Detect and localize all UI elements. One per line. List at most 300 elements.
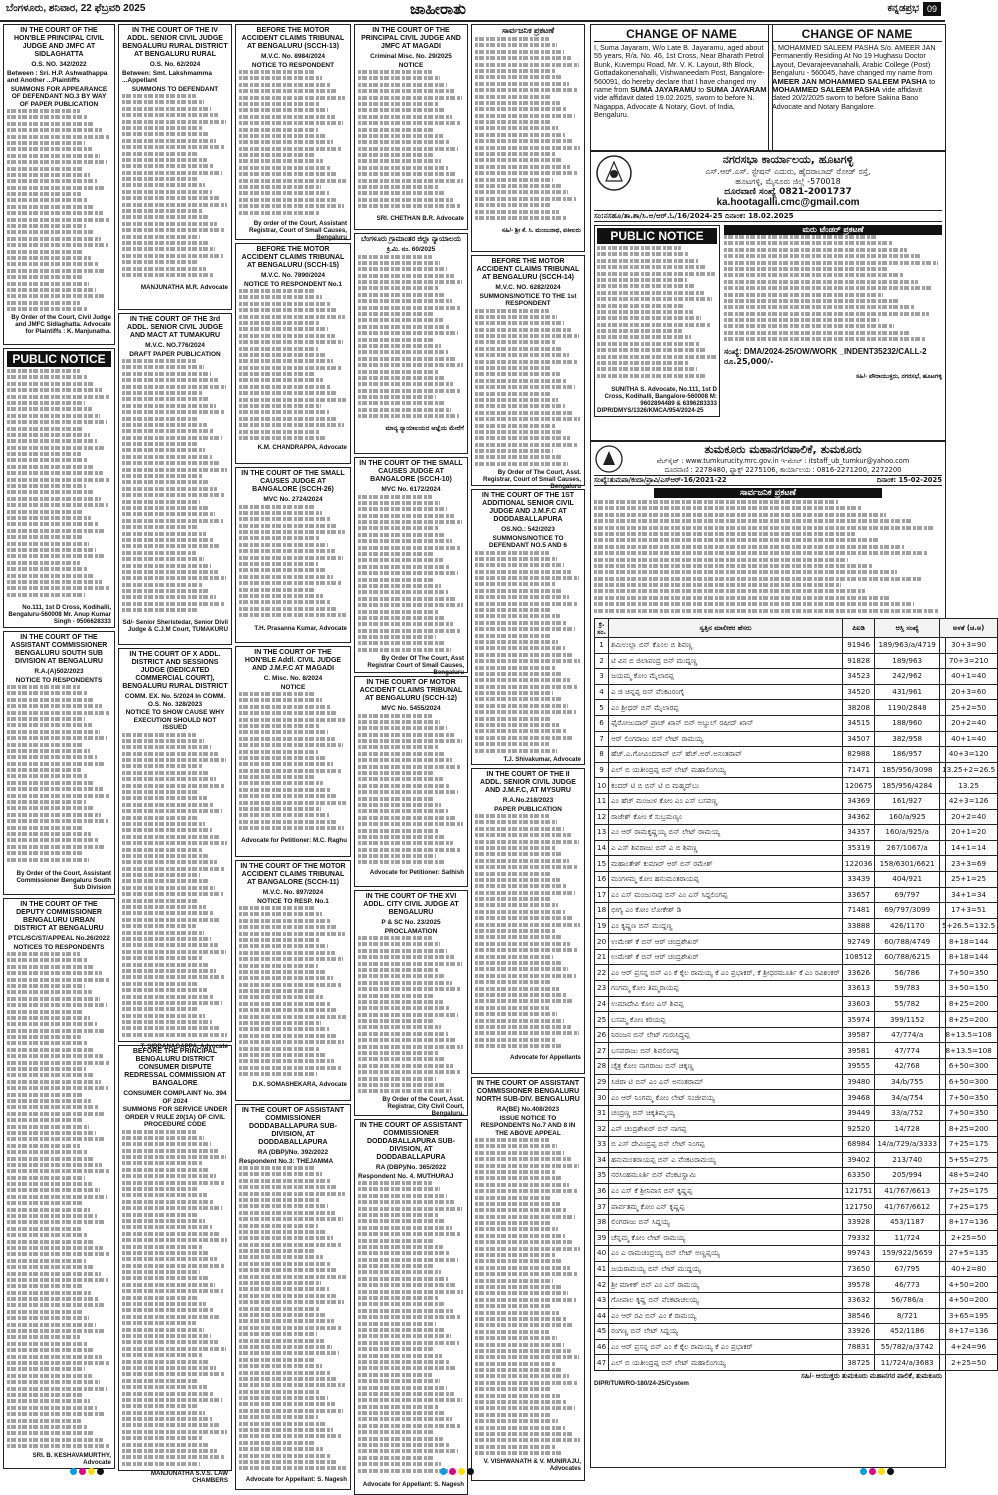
pid: 34520 — [842, 684, 874, 700]
notice-body — [239, 505, 347, 625]
table-row — [595, 638, 998, 654]
tumakuru-notice: ತುಮಕೂರು ಮಹಾನಗರಪಾಲಿಕೆ, ತುಮಕೂರು ವೆಬ್‌ಸೈಟ್ : www.tumkurucity.mrc.gov.in ಇ-ಮೇಲ್ : itstaff_ub_tumkur@yahoo.com ದೂರವಾಣಿ : 2278480, ಫ್ಯಾಕ್ಸ್ 2275106, ಕಾರ್ಯಾಲಯ : 0816-2271200, 2272200 ಸಂಖ್ಯೆ:ತುಮಪಾ/ಕಂದಾ/ಪ್ರಾವಿ/ಎಸ್‌ಆರ್-16/2021-22 ದಿನಾಂಕ: 15-02-2025 ಸಾರ್ವಜನಿಕ ಪ್ರಕಟಣೆ ಕ್ರ. ಸಂ. ಸ್ವತ್ತಿನ ಮಾಲೀಕರ ಹೆಸರು ಪಿಐಡಿ ಆಸ್ತಿ ಸಂಖ್ಯೆ ಅಳತೆ (ಚ.ಅ) 1 ಶಮಿಉಲ್ಲಾ ಬಿನ್ ಕೊಂಲ ಬಿ ಶಿವಣ್ಣ 91946 189/963/a/4719 30+3=90 2 ಟಿ ವಿನ ಬಿ ಜಿಲಾವಂದ್ರ ಬಿನ್ ಮುದ್ದಣ್ಣ 91828 189/963 70+3=210 3 ಜಯಮ್ಮ ಕೋಂ ಮೈಲಾರಪ್ಪ 34523 242/962 40+1=40 4 ಎ ಜಿ ಚಿನ್ನಪ್ಪ ಬಿನ್ ವೆಂಕಟರಂಗೈ 34520 431/961 20+3=60 5 ಎಂ ಶ್ರೀಧರ್ ಬಿನ್ ಮೈಲಾರಪ್ಪ 38208 1190/2848 25+2=50 6 ಫೈರೋಜುದಾರ್ ಪ್ರಾಚ್ ಖಾನ್ ಬಿನ್ ಅಬ್ದುಲ್ ರಷೀದ್ ಖಾನ್ 34515 188/960 20+2=40 7 ಆರ್ ಲಿಂಗರಾಜು ಬಿನ್ ಲೇಟ್ ರಾಮಯ್ಯ 34507 382/958 40+1=40 8 ಹೆಚ್.ಎ.ಗೋವಿಂದರಾವ್ ಬಿನ್ ಹೆಚ್.ಅರ್.ಅನಂತರಾವ್ 82988 186/957 40+3=120 9 ಎಲ್ ಬಿ ಯತೀಂದ್ರಪ್ಪ ಬಿನ್ ಲೇಟ್ ಮಹಾಲಿಂಗಯ್ಯ 71471 185/956/3098 13.25+2=26.5 10 ಕಂದರ್ ಟಿ ಬಿ ಬಿನ್ ಟಿ ಬಿ ಮಹ್ಮದ್‌ಬು 120675 185/956/4284 13.25 11 ಎಂ ಹೆಚ್ ಮಂಜುಳ ಕೋಂ ಎಂ ಎಸ್ ಬಸವಣ್ಣ 34369 161/927 42+3=126 12 ರಾಜೇಶ್ ಕೋಂ ಕೆ ಸುಬ್ರಮಣ್ಯಂ 34362 160/a/925 20+2=40 13 ಎಂ ಆರ್ ರಾಮಕೃಷ್ಣಯ್ಯ ಬಿನ್ ಲೇಟ್ ರಾಮಯ್ಯ 34357 160/a/925/a 20+1=20 14 ಎ ಎಸ್ ಶಿವರಾಜು ಬಿನ್ ಎ ಬಿ ಶಿವಣ್ಣ 35319 267/1067/a 14+1=14 15 ಮಹಾಂತೇಶ್ ಕುಮಾರ್ ಆರ್ ಬಿನ್ ರಮೇಶ್ 122036 158/6301/6621 23+3=69 16 ಮಂಗಳಮ್ಮ ಕೋಂ ಹನುಮಂತರಾಯಪ್ಪ 33439 404/921 25+1=25 17 ಎಂ ಎಸ್ ಮಂಜುನಾಥ ಬಿನ್ ಎಂ ಎಸ್ ಸಿದ್ದಲಿಂಗಪ್ಪ 33657 69/797 34+1=34 18 ಭೀಗ್ಯ ಎಂ ಕೋಂ ಲೋಕೇಶ್ ಡಿ 71481 69/797/3099 17+3=51 19 ಎಂ ಕೃಷ್ಣಣ ಬಿನ್ ಮುದ್ದಣ್ಣ 33888 426/1170 5+26.5=132.5 20 ಉಮೇಶ್ ಕೆ ಬಿನ್ ಆರ್ ಚಂದ್ರಶೇಖರ್ 92749 60/788/4749 8+18=144 21 ಉಮೇಶ್ ಕೆ ಬಿನ್ ಆರ್ ಚಂದ್ರಶೇಖರ್ 108512 60/788/6215 8+18=144 22 ಎಂ ಆರ್ ಪ್ರಸನ್ನ ಬಿನ್ ಎಂ ಕೆ ಕೈಲ ರಾಮಯ್ಯ ಕೆ ಎಂ ಪ್ರಭಾಕರ್, ಕೆ ಶ್ರೀಧರಮೂರ್ತಿ ಕೆ ಎಂ ರವಿಶಂಕರ್ 33626 56/786 7+50=350 23 ಗಂಗಮ್ಮ ಕೋಂ ತಿಮ್ಮರಾಯಪ್ಪ 33613 59/783 3+50=150 24 ಉಮಾದೇವಿ ಕೋಂ ಎಸ್ ಶಿವಪ್ಪ 33603 55/782 8+25=200 25 ಬಸಮ್ಮ ಕೋಂ ಕರಿಯಪ್ಪ 35974 399/1152 8+25=200 26 ನಿರಂಜನ ಬಿನ್ ಲೇಟ್ ಗುರುಸಿದ್ಧಪ್ಪ 39587 47/774/a 8+13.5=108 27 ಬಸವರಾಜು ಬಿನ್ ಶಿವಲಿಂಗಪ್ಪ 39581 47/774 8+13.5=108 28 ಚೈತ್ರ ಕೋಂ ನಾಗರಾಜು ಬಿನ್ ಚಿಕ್ಕಣ್ಣ 39555 42/768 6+50=300 29 ಸಿಜಿರಾ ಟಿ ಬಿನ್ ಎಂ ಎನ್ ಅನಂತರಾಮ್ 39480 34/b/755 6+50=300 30 ಎಂ ಆರ್ ನಿಂಗಮ್ಮ ಕೋಂ ಲೇಟ್ ಸಂಜೀವಯ್ಯ 39468 34/a/754 7+50=350 31 ಚಂದ್ರಣ್ಣ ಬಿನ್ ಚಿಕ್ಕತಿಮ್ಮಯ್ಯ 39449 33/a/752 7+50=350 32 ಎನ್ ಚಂದ್ರಶೇಖರ್ ಬಿನ್ ನಾಗಪ್ಪ 92520 14/728 8+25=200 33 ಬಿ ಎಸ್ ದೇವಿಂದ್ರಪ್ಪ ಬಿನ್ ಲೇಟ್ ನಿಂಗಪ್ಪ 68984 14/a/729/a/3333 7+25=175 34 ಹನುಮಂತರಾಯಪ್ಪ ಬಿನ್ ಎ ವೆಂಕಟರಾಮಯ್ಯ 39402 213/740 5+55=275 35 ನರಸಿಂಹಮೂರ್ತಿ ಬಿನ್ ವೆಂಕಟಸ್ವಾಮಿ 63350 205/994 48+5=240 36 ಎಂ ಎಸ್ ಕೆ ಶ್ರೀನಿವಾಸ ಬಿನ್ ಕೃಷ್ಣಪ್ಪ 121751 41/767/6613 7+25=175 37 ಪಾರ್ವತಮ್ಮ ಕೋಂ ಎನ್ ಕೃಷ್ಣಪ್ಪ 121750 41/767/6612 7+25=175 38 ಲಿಂಗರಾಜು ಬಿನ್ ಸಿದ್ದಯ್ಯ 33928 453/1187 8+17=136 39 ಚೆನ್ನಮ್ಮ ಕೋಂ ಲೇಟ್ ರಾಮಯ್ಯ 79332 11/724 2+25=50 40 ಎಂ ಎ ರಾಮಚಂದ್ರಯ್ಯ ಬಿನ್ ಲೇಟ್ ಅಣ್ಣಪ್ಪಯ್ಯ 99743 159/922/5659 27+5=135 41 ಜಯರಾಮಯ್ಯ ಬಿನ್ ಲೇಟ್ ಮುದ್ದಯ್ಯ 73650 67/795 40+2=80 42 ಶ್ರೀ ಮಾಳಿಕ್ ಬಿನ್ ಎಂ ಎಸ್ ರಾಮಯ್ಯ 39578 46/773 4+50=200 43 ಗೋಪಾಲ ಕೃಷ್ಣ ಬಿನ್ ವೆಂಕಟಾಚಲಯ್ಯ 33632 56/786/a 4+50=200 44 ಎಂ ಆರ್ ರವಿ ಬಿನ್ ಎಂ ಕೆ ರಾಮಯ್ಯ 38546 8/721 3+65=195 45 ರಂಗಣ್ಣ ಬಿನ್ ಲೇಟ್ ಸಿದ್ದಯ್ಯ 33926 452/1186 8+17=136 46 ಎಂ ಆರ್ ಪ್ರಸನ್ನ ಬಿನ್ ಎಂ ಕೆ ಕೈಲ ರಾಮಯ್ಯ ಕೆ ಎಂ ಪ್ರಭಾಕರ್ 78831 55/782/a/3742 4+24=96 47 ಎಲ್ ಬಿ ಯತೀಂದ್ರಪ್ಪ ಬಿನ್ ಲೇಟ್ ಮಹಾಲಿಂಗಯ್ಯ 38725 11/724/a/3683 2+25=50 ಸಹಿ/- ಆಯುಕ್ತರು ತುಮಕೂರು ಮಹಾನಗರ ಪಾಲಿಕೆ, ತುಮಕೂರು DIPR/TUM/RO-180/24-25/Cystem — [590, 440, 946, 1468]
table-row — [595, 918, 998, 934]
owner-name: ಪಾರ್ವತಮ್ಮ ಕೋಂ ಎನ್ ಕೃಷ್ಣಪ್ಪ — [609, 1199, 843, 1215]
property-number: 60/788/6215 — [875, 949, 940, 965]
table-row — [595, 1308, 998, 1324]
pid: 33926 — [842, 1324, 874, 1340]
property-number: 382/958 — [875, 731, 940, 747]
table-row — [595, 1230, 998, 1246]
table-row — [595, 1214, 998, 1230]
property-number: 47/774 — [875, 1043, 940, 1059]
pid: 38725 — [842, 1355, 874, 1371]
owner-name: ಎಂ ಕೃಷ್ಣಣ ಬಿನ್ ಮುದ್ದಣ್ಣ — [609, 918, 843, 934]
table-row — [595, 934, 998, 950]
property-number: 69/797/3099 — [875, 903, 940, 919]
property-number: 158/6301/6621 — [875, 856, 940, 872]
property-number: 399/1152 — [875, 1012, 940, 1028]
owner-name: ಲಿಂಗರಾಜು ಬಿನ್ ಸಿದ್ದಯ್ಯ — [609, 1214, 843, 1230]
notice-body — [122, 1130, 228, 1470]
pid: 82988 — [842, 747, 874, 763]
property-number: 431/961 — [875, 684, 940, 700]
row-number: 21 — [595, 949, 609, 965]
row-number: 41 — [595, 1261, 609, 1277]
measurement: 42+3=126 — [940, 793, 998, 809]
measurement: 25+2=50 — [940, 700, 998, 716]
table-row — [595, 1246, 998, 1262]
pid: 34523 — [842, 669, 874, 685]
pid: 39581 — [842, 1043, 874, 1059]
table-row — [595, 1105, 998, 1121]
property-number: 242/962 — [875, 669, 940, 685]
table-row — [595, 1012, 998, 1028]
row-number: 33 — [595, 1137, 609, 1153]
notice-body — [7, 952, 111, 1452]
owner-name: ಮಂಗಳಮ್ಮ ಕೋಂ ಹನುಮಂತರಾಯಪ್ಪ — [609, 871, 843, 887]
property-number: 34/a/754 — [875, 1090, 940, 1106]
pid: 39587 — [842, 1027, 874, 1043]
property-number: 8/721 — [875, 1308, 940, 1324]
pid: 39578 — [842, 1277, 874, 1293]
pid: 91946 — [842, 638, 874, 654]
property-number: 189/963 — [875, 653, 940, 669]
table-row — [595, 887, 998, 903]
owner-name: ಚೆನ್ನಮ್ಮ ಕೋಂ ಲೇಟ್ ರಾಮಯ್ಯ — [609, 1230, 843, 1246]
property-number: 159/922/5659 — [875, 1246, 940, 1262]
row-number: 32 — [595, 1121, 609, 1137]
property-number: 188/960 — [875, 715, 940, 731]
owner-name: ಎಂ ಆರ್ ನಿಂಗಮ್ಮ ಕೋಂ ಲೇಟ್ ಸಂಜೀವಯ್ಯ — [609, 1090, 843, 1106]
measurement: 13.25 — [940, 778, 998, 794]
property-number: 205/994 — [875, 1168, 940, 1184]
change-of-name-2: CHANGE OF NAME I, MOHAMMED SALEEM PASHA S/o. AMEER JAN Permanently Residing At No 19 Hughasu Doctor Layout, Devarajeevanahalli, Arabic College (Post) Bengaluru - 560045, have changed my name from AMEER JAN MOHAMMED SALEEM PASHA to MOHAMMED SALEEM PASHA vide affidavit dated 20/2/2025 sworn to before Sakina Bano Advocate and Notary Bangalore. — [768, 24, 946, 152]
measurement: 27+5=135 — [940, 1246, 998, 1262]
hootagalli-tender: ನಗರಸಭಾ ಕಾರ್ಯಾಲಯ, ಹೂಟಗಳ್ಳಿ ಎಸ್.ಆರ್.ಎಸ್. ಸ್ಟೇಷನ್ ಎದುರು, ಹೈದರಾಬಾದ್ ರೋಡ್ ರಸ್ತೆ, ಹೂಟಗಳ್ಳಿ, ಮೈಸೂರು ಜಿಲ್ಲೆ -570018 ದೂರವಾಣಿ ಸಂಖ್ಯೆ 0821-2001737 ka.hootagalli.cmc@gmail.com ಸಂ:ನಸಹೂ/ತಾ.ಶಾ/ಸಿ.ಆ/ಆರ್.ಓ/16/2024-25 ದಿನಾಂಕ: 18.02.2025 PUBLIC NOTICE SUNITHA S. Advocate, No.111, 1st D Cross, Kodihalli, Bangalore-560008 M: 9602894489 & 6396283333 DIPR/DMYS/1326/KMCA/954/2024-25 ಮರು ಟೆಂಡರ್ ಪ್ರಕಟಣೆ ಸಂಖ್ಯೆ: DMA/2024-25/OW/WORK _INDENT35232/CALL-2 ರೂ.25,000/- ಸಹಿ/- ಪೌರಾಯುಕ್ತರು, ನಗರಸಭೆ, ಹೂಟಗಳ್ಳಿ — [590, 150, 946, 442]
masthead — [0, 0, 945, 22]
table-row — [595, 1355, 998, 1371]
measurement: 20+3=60 — [940, 684, 998, 700]
owner-name: ಚೈತ್ರ ಕೋಂ ನಾಗರಾಜು ಬಿನ್ ಚಿಕ್ಕಣ್ಣ — [609, 1059, 843, 1075]
measurement: 6+50=300 — [940, 1059, 998, 1075]
table-row — [595, 793, 998, 809]
notice-body — [597, 246, 717, 386]
row-number: 20 — [595, 934, 609, 950]
measurement: 8+25=200 — [940, 1121, 998, 1137]
owner-name: ಮಹಾಂತೇಶ್ ಕುಮಾರ್ ಆರ್ ಬಿನ್ ರಮೇಶ್ — [609, 856, 843, 872]
table-row — [595, 1261, 998, 1277]
notice-body — [239, 70, 347, 220]
row-number: 37 — [595, 1199, 609, 1215]
pid: 73650 — [842, 1261, 874, 1277]
property-number: 41/767/6612 — [875, 1199, 940, 1215]
table-row — [595, 684, 998, 700]
row-number: 5 — [595, 700, 609, 716]
table-row — [595, 1074, 998, 1090]
column-5 — [471, 24, 585, 1472]
notice-scch10: IN THE COURT OF THE SMALL CAUSES JUDGE AT BANGALORE (SCCH-10) MVC No. 6172/2024 By Order Of The Court, Asst Registrar Court of Small Causes, Bengaluru — [354, 457, 468, 673]
property-number: 185/956/3098 — [875, 762, 940, 778]
pid: 39480 — [842, 1074, 874, 1090]
notice-body — [7, 109, 111, 314]
table-row — [595, 1183, 998, 1199]
pid: 34362 — [842, 809, 874, 825]
notice-body — [475, 1138, 581, 1458]
masthead-title: ಜಾಹೀರಾತು — [410, 0, 466, 18]
measurement: 2+25=50 — [940, 1355, 998, 1371]
measurement: 40+1=40 — [940, 669, 998, 685]
owner-name: ಜಯಮ್ಮ ಕೋಂ ಮೈಲಾರಪ್ಪ — [609, 669, 843, 685]
notice-scch26: IN THE COURT OF THE SMALL CAUSES JUDGE AT BANGALORE (SCCH-26) MVC No. 2724/2024 T.H. Prasanna Kumar, Advocate — [235, 467, 351, 643]
owner-name: ಸಿಜಿರಾ ಟಿ ಬಿನ್ ಎಂ ಎನ್ ಅನಂತರಾಮ್ — [609, 1074, 843, 1090]
property-number: 14/728 — [875, 1121, 940, 1137]
pid: 33626 — [842, 965, 874, 981]
pid: 92749 — [842, 934, 874, 950]
table-row — [595, 809, 998, 825]
notice-dc-urban: IN THE COURT OF THE DEPUTY COMMISSIONER BENGALURU URBAN DISTRICT AT BENGALURU PTCL/SC/ST/APPEAL No.26/2022 NOTICES TO RESPONDENTS SRI. B. KESHAVAMURTHY, Advocate — [3, 898, 115, 1469]
row-number: 7 — [595, 731, 609, 747]
notice-body — [239, 289, 347, 444]
table-row — [595, 1059, 998, 1075]
notice-body — [239, 906, 347, 1081]
measurement: 40+1=40 — [940, 731, 998, 747]
table-row — [595, 949, 998, 965]
table-row — [595, 778, 998, 794]
owner-name: ಹನುಮಂತರಾಯಪ್ಪ ಬಿನ್ ಎ ವೆಂಕಟರಾಮಯ್ಯ — [609, 1152, 843, 1168]
measurement: 8+25=200 — [940, 1012, 998, 1028]
pid: 79332 — [842, 1230, 874, 1246]
pid: 35974 — [842, 1012, 874, 1028]
owner-name: ಎಂ ಆರ್ ರಾಮಕೃಷ್ಣಯ್ಯ ಬಿನ್ ಲೇಟ್ ರಾಮಯ್ಯ — [609, 825, 843, 841]
measurement: 70+3=210 — [940, 653, 998, 669]
masthead-date: ಬೆಂಗಳೂರು, ಶನಿವಾರ, 22 ಫೆಬ್ರವರಿ 2025 — [6, 3, 146, 14]
table-row — [595, 1168, 998, 1184]
measurement: 48+5=240 — [940, 1168, 998, 1184]
notice-body — [358, 495, 464, 655]
measurement: 40+3=120 — [940, 747, 998, 763]
table-row — [595, 903, 998, 919]
measurement: 5+55=275 — [940, 1152, 998, 1168]
table-row — [595, 1152, 998, 1168]
notice-body — [358, 70, 464, 215]
notice-scch11: IN THE COURT OF THE MOTOR ACCIDENT CLAIMS TRIBUNAL AT BANGALORE (SCCH-11) M.V.C. No. 897/2024 NOTICE TO RESP. No.1 D.K. SOMASHEKARA, Advocate — [235, 860, 351, 1101]
pid: 121751 — [842, 1183, 874, 1199]
property-table: ಕ್ರ. ಸಂ. ಸ್ವತ್ತಿನ ಮಾಲೀಕರ ಹೆಸರು ಪಿಐಡಿ ಆಸ್ತಿ ಸಂಖ್ಯೆ ಅಳತೆ (ಚ.ಅ) 1 ಶಮಿಉಲ್ಲಾ ಬಿನ್ ಕೊಂಲ ಬಿ ಶಿವಣ್ಣ 91946 189/963/a/4719 30+3=90 2 ಟಿ ವಿನ ಬಿ ಜಿಲಾವಂದ್ರ ಬಿನ್ ಮುದ್ದಣ್ಣ 91828 189/963 70+3=210 3 ಜಯಮ್ಮ ಕೋಂ ಮೈಲಾರಪ್ಪ 34523 242/962 40+1=40 4 ಎ ಜಿ ಚಿನ್ನಪ್ಪ ಬಿನ್ ವೆಂಕಟರಂಗೈ 34520 431/961 20+3=60 5 ಎಂ ಶ್ರೀಧರ್ ಬಿನ್ ಮೈಲಾರಪ್ಪ 38208 1190/2848 25+2=50 6 ಫೈರೋಜುದಾರ್ ಪ್ರಾಚ್ ಖಾನ್ ಬಿನ್ ಅಬ್ದುಲ್ ರಷೀದ್ ಖಾನ್ 34515 188/960 20+2=40 7 ಆರ್ ಲಿಂಗರಾಜು ಬಿನ್ ಲೇಟ್ ರಾಮಯ್ಯ 34507 382/958 40+1=40 8 ಹೆಚ್.ಎ.ಗೋವಿಂದರಾವ್ ಬಿನ್ ಹೆಚ್.ಅರ್.ಅನಂತರಾವ್ 82988 186/957 40+3=120 9 ಎಲ್ ಬಿ ಯತೀಂದ್ರಪ್ಪ ಬಿನ್ ಲೇಟ್ ಮಹಾಲಿಂಗಯ್ಯ 71471 185/956/3098 13.25+2=26.5 10 ಕಂದರ್ ಟಿ ಬಿ ಬಿನ್ ಟಿ ಬಿ ಮಹ್ಮದ್‌ಬು 120675 185/956/4284 13.25 11 ಎಂ ಹೆಚ್ ಮಂಜುಳ ಕೋಂ ಎಂ ಎಸ್ ಬಸವಣ್ಣ 34369 161/927 42+3=126 12 ರಾಜೇಶ್ ಕೋಂ ಕೆ ಸುಬ್ರಮಣ್ಯಂ 34362 160/a/925 20+2=40 13 ಎಂ ಆರ್ ರಾಮಕೃಷ್ಣಯ್ಯ ಬಿನ್ ಲೇಟ್ ರಾಮಯ್ಯ 34357 160/a/925/a 20+1=20 14 ಎ ಎಸ್ ಶಿವರಾಜು ಬಿನ್ ಎ ಬಿ ಶಿವಣ್ಣ 35319 267/1067/a 14+1=14 15 ಮಹಾಂತೇಶ್ ಕುಮಾರ್ ಆರ್ ಬಿನ್ ರಮೇಶ್ 122036 158/6301/6621 23+3=69 16 ಮಂಗಳಮ್ಮ ಕೋಂ ಹನುಮಂತರಾಯಪ್ಪ 33439 404/921 25+1=25 17 ಎಂ ಎಸ್ ಮಂಜುನಾಥ ಬಿನ್ ಎಂ ಎಸ್ ಸಿದ್ದಲಿಂಗಪ್ಪ 33657 69/797 34+1=34 18 ಭೀಗ್ಯ ಎಂ ಕೋಂ ಲೋಕೇಶ್ ಡಿ 71481 69/797/3099 17+3=51 19 ಎಂ ಕೃಷ್ಣಣ ಬಿನ್ ಮುದ್ದಣ್ಣ 33888 426/1170 5+26.5=132.5 20 ಉಮೇಶ್ ಕೆ ಬಿನ್ ಆರ್ ಚಂದ್ರಶೇಖರ್ 92749 60/788/4749 8+18=144 21 ಉಮೇಶ್ ಕೆ ಬಿನ್ ಆರ್ ಚಂದ್ರಶೇಖರ್ 108512 60/788/6215 8+18=144 22 ಎಂ ಆರ್ ಪ್ರಸನ್ನ ಬಿನ್ ಎಂ ಕೆ ಕೈಲ ರಾಮಯ್ಯ ಕೆ ಎಂ ಪ್ರಭಾಕರ್, ಕೆ ಶ್ರೀಧರಮೂರ್ತಿ ಕೆ ಎಂ ರವಿಶಂಕರ್ 33626 56/786 7+50=350 23 ಗಂಗಮ್ಮ ಕೋಂ ತಿಮ್ಮರಾಯಪ್ಪ 33613 59/783 3+50=150 24 ಉಮಾದೇವಿ ಕೋಂ ಎಸ್ ಶಿವಪ್ಪ 33603 55/782 8+25=200 25 ಬಸಮ್ಮ ಕೋಂ ಕರಿಯಪ್ಪ 35974 399/1152 8+25=200 26 ನಿರಂಜನ ಬಿನ್ ಲೇಟ್ ಗುರುಸಿದ್ಧಪ್ಪ 39587 47/774/a 8+13.5=108 27 ಬಸವರಾಜು ಬಿನ್ ಶಿವಲಿಂಗಪ್ಪ 39581 47/774 8+13.5=108 28 ಚೈತ್ರ ಕೋಂ ನಾಗರಾಜು ಬಿನ್ ಚಿಕ್ಕಣ್ಣ 39555 42/768 6+50=300 29 ಸಿಜಿರಾ ಟಿ ಬಿನ್ ಎಂ ಎನ್ ಅನಂತರಾಮ್ 39480 34/b/755 6+50=300 30 ಎಂ ಆರ್ ನಿಂಗಮ್ಮ ಕೋಂ ಲೇಟ್ ಸಂಜೀವಯ್ಯ 39468 34/a/754 7+50=350 31 ಚಂದ್ರಣ್ಣ ಬಿನ್ ಚಿಕ್ಕತಿಮ್ಮಯ್ಯ 39449 33/a/752 7+50=350 32 ಎನ್ ಚಂದ್ರಶೇಖರ್ ಬಿನ್ ನಾಗಪ್ಪ 92520 14/728 8+25=200 33 ಬಿ ಎಸ್ ದೇವಿಂದ್ರಪ್ಪ ಬಿನ್ ಲೇಟ್ ನಿಂಗಪ್ಪ 68984 14/a/729/a/3333 7+25=175 34 ಹನುಮಂತರಾಯಪ್ಪ ಬಿನ್ ಎ ವೆಂಕಟರಾಮಯ್ಯ 39402 213/740 5+55=275 35 ನರಸಿಂಹಮೂರ್ತಿ ಬಿನ್ ವೆಂಕಟಸ್ವಾಮಿ 63350 205/994 48+5=240 36 ಎಂ ಎಸ್ ಕೆ ಶ್ರೀನಿವಾಸ ಬಿನ್ ಕೃಷ್ಣಪ್ಪ 121751 41/767/6613 7+25=175 37 ಪಾರ್ವತಮ್ಮ ಕೋಂ ಎನ್ ಕೃಷ್ಣಪ್ಪ 121750 41/767/6612 7+25=175 38 ಲಿಂಗರಾಜು ಬಿನ್ ಸಿದ್ದಯ್ಯ 33928 453/1187 8+17=136 39 ಚೆನ್ನಮ್ಮ ಕೋಂ ಲೇಟ್ ರಾಮಯ್ಯ 79332 11/724 2+25=50 40 ಎಂ ಎ ರಾಮಚಂದ್ರಯ್ಯ ಬಿನ್ ಲೇಟ್ ಅಣ್ಣಪ್ಪಯ್ಯ 99743 159/922/5659 27+5=135 41 ಜಯರಾಮಯ್ಯ ಬಿನ್ ಲೇಟ್ ಮುದ್ದಯ್ಯ 73650 67/795 40+2=80 42 ಶ್ರೀ ಮಾಳಿಕ್ ಬಿನ್ ಎಂ ಎಸ್ ರಾಮಯ್ಯ 39578 46/773 4+50=200 43 ಗೋಪಾಲ ಕೃಷ್ಣ ಬಿನ್ ವೆಂಕಟಾಚಲಯ್ಯ 33632 56/786/a 4+50=200 44 ಎಂ ಆರ್ ರವಿ ಬಿನ್ ಎಂ ಕೆ ರಾಮಯ್ಯ 38546 8/721 3+65=195 45 ರಂಗಣ್ಣ ಬಿನ್ ಲೇಟ್ ಸಿದ್ದಯ್ಯ 33926 452/1186 8+17=136 46 ಎಂ ಆರ್ ಪ್ರಸನ್ನ ಬಿನ್ ಎಂ ಕೆ ಕೈಲ ರಾಮಯ್ಯ ಕೆ ಎಂ ಪ್ರಭಾಕರ್ 78831 55/782/a/3742 4+24=96 47 ಎಲ್ ಬಿ ಯತೀಂದ್ರಪ್ಪ ಬಿನ್ ಲೇಟ್ ಮಹಾಲಿಂಗಯ್ಯ 38725 11/724/a/3683 2+25=50 — [594, 618, 998, 1371]
table-row — [595, 715, 998, 731]
owner-name: ಎ ಎಸ್ ಶಿವರಾಜು ಬಿನ್ ಎ ಬಿ ಶಿವಣ್ಣ — [609, 840, 843, 856]
pid: 34357 — [842, 825, 874, 841]
property-number: 161/927 — [875, 793, 940, 809]
row-number: 29 — [595, 1074, 609, 1090]
table-row — [595, 747, 998, 763]
notice-body — [475, 309, 581, 469]
measurement: 8+18=144 — [940, 934, 998, 950]
table-row — [595, 871, 998, 887]
notice-ac-south: IN THE COURT OF THE ASSISTANT COMMISSIONER BENGALURU SOUTH SUB DIVISION AT BENGALURU R.A.(A)502/2023 NOTICE TO RESPONDENTS By Order of the Court, Assistant Commissioner Bengaluru South Sub Division — [3, 631, 115, 895]
emblem-icon — [594, 153, 634, 193]
owner-name: ಎ ಜಿ ಚಿನ್ನಪ್ಪ ಬಿನ್ ವೆಂಕಟರಂಗೈ — [609, 684, 843, 700]
row-number: 40 — [595, 1246, 609, 1262]
measurement: 17+3=51 — [940, 903, 998, 919]
owner-name: ಭೀಗ್ಯ ಎಂ ಕೋಂ ಲೋಕೇಶ್ ಡಿ — [609, 903, 843, 919]
table-row — [595, 1339, 998, 1355]
measurement: 4+50=200 — [940, 1292, 998, 1308]
pid: 78831 — [842, 1339, 874, 1355]
table-row — [595, 1121, 998, 1137]
table-row — [595, 1027, 998, 1043]
pid: 99743 — [842, 1246, 874, 1262]
property-number: 55/782/a/3742 — [875, 1339, 940, 1355]
notice-ac-north: IN THE COURT OF ASSISTANT COMMISSIONER BENGALURU NORTH SUB-DIV. BENGALURU RA(BE) No.408/2023 ISSUE NOTICE TO RESPONDENTS No.7 AND 8 IN THE ABOVE APPEAL V. VISHWANATH & V. MUNIRAJU, Advocates — [471, 1077, 585, 1481]
table-row — [595, 731, 998, 747]
measurement: 7+25=175 — [940, 1137, 998, 1153]
row-number: 24 — [595, 996, 609, 1012]
measurement: 30+3=90 — [940, 638, 998, 654]
notice-ac-doddaballapura-1: IN THE COURT OF ASSISTANT COMMISSIONER DODDABALLAPURA SUB-DIVISION, AT DODDABALLAPURA RA (DBP)/No. 392/2022 Respondent No.3: THEJAMMA Advocate for Appellant: S. Nagesh — [235, 1104, 351, 1490]
public-notice-2: PUBLIC NOTICE SUNITHA S. Advocate, No.111, 1st D Cross, Kodihalli, Bangalore-560008 M: 9602894489 & 6396283333 DIPR/DMYS/1326/KMCA/954/2024-25 — [594, 225, 720, 417]
row-number: 39 — [595, 1230, 609, 1246]
pid: 33888 — [842, 918, 874, 934]
property-number: 41/767/6613 — [875, 1183, 940, 1199]
table-row — [595, 856, 998, 872]
notice-tumakuru-mact: IN THE COURT OF THE 3rd ADDL. SENIOR CIVIL JUDGE AND MACT AT TUMAKURU M.V.C. NO.776/2024 DRAFT PAPER PUBLICATION Sd/- Senior Sheristedar, Senior Divil Judge & C.J.M Court, TUMAKURU — [118, 313, 232, 645]
pid: 63350 — [842, 1168, 874, 1184]
pid: 122036 — [842, 856, 874, 872]
pid: 34507 — [842, 731, 874, 747]
owner-name: ರಾಜೇಶ್ ಕೋಂ ಕೆ ಸುಬ್ರಮಣ್ಯಂ — [609, 809, 843, 825]
notice-scch14: BEFORE THE MOTOR ACCIDENT CLAIMS TRIBUNAL AT BENGALURU (SCCH-14) M.V.C. NO. 6282/2024 SUMMONS/NOTICE TO THE 1st RESPONDENT By Order of The Court, Asst. Registrar, Court of Small Causes, Bengaluru — [471, 255, 585, 486]
measurement: 8+25=200 — [940, 996, 998, 1012]
row-number: 14 — [595, 840, 609, 856]
pid: 35319 — [842, 840, 874, 856]
row-number: 30 — [595, 1090, 609, 1106]
owner-name: ರಂಗಣ್ಣ ಬಿನ್ ಲೇಟ್ ಸಿದ್ದಯ್ಯ — [609, 1324, 843, 1340]
measurement: 7+50=350 — [940, 965, 998, 981]
pid: 71471 — [842, 762, 874, 778]
measurement: 8+18=144 — [940, 949, 998, 965]
row-number: 6 — [595, 715, 609, 731]
measurement: 8+13.5=108 — [940, 1043, 998, 1059]
measurement: 20+2=40 — [940, 809, 998, 825]
registration-marks — [70, 1467, 106, 1478]
row-number: 43 — [595, 1292, 609, 1308]
measurement: 20+1=20 — [940, 825, 998, 841]
property-number: 213/740 — [875, 1152, 940, 1168]
row-number: 1 — [595, 638, 609, 654]
owner-name: ಎನ್ ಚಂದ್ರಶೇಖರ್ ಬಿನ್ ನಾಗಪ್ಪ — [609, 1121, 843, 1137]
column-2 — [118, 24, 232, 1484]
property-number: 59/783 — [875, 981, 940, 997]
property-number: 185/956/4284 — [875, 778, 940, 794]
owner-name: ಬಸವರಾಜು ಬಿನ್ ಶಿವಲಿಂಗಪ್ಪ — [609, 1043, 843, 1059]
table-row — [595, 653, 998, 669]
property-number: 186/957 — [875, 747, 940, 763]
property-number: 56/786/a — [875, 1292, 940, 1308]
owner-name: ಬಸಮ್ಮ ಕೋಂ ಕರಿಯಪ್ಪ — [609, 1012, 843, 1028]
measurement: 3+50=150 — [940, 981, 998, 997]
row-number: 31 — [595, 1105, 609, 1121]
owner-name: ಗೋಪಾಲ ಕೃಷ್ಣ ಬಿನ್ ವೆಂಕಟಾಚಲಯ್ಯ — [609, 1292, 843, 1308]
property-number: 1190/2848 — [875, 700, 940, 716]
measurement: 6+50=300 — [940, 1074, 998, 1090]
pid: 33928 — [842, 1214, 874, 1230]
pid: 92520 — [842, 1121, 874, 1137]
owner-name: ಕಂದರ್ ಟಿ ಬಿ ಬಿನ್ ಟಿ ಬಿ ಮಹ್ಮದ್‌ಬು — [609, 778, 843, 794]
notice-kannada-court: ಬೆಂಗಳೂರು ಗ್ರಾಮಾಂತರ ಜಿಲ್ಲಾ ನ್ಯಾಯಾಲಯ ಕ್ರಿ.ಮಿ. ನಂ. 60/2025 ಮಾನ್ಯ ನ್ಯಾಯಾಲಯದ ಆಜ್ಞೆಯ ಮೇರೆಗೆ — [354, 233, 468, 454]
notice-body — [358, 255, 464, 425]
table-row — [595, 981, 998, 997]
column-4 — [354, 24, 468, 1488]
owner-name: ಶಮಿಉಲ್ಲಾ ಬಿನ್ ಕೊಂಲ ಬಿ ಶಿವಣ್ಣ — [609, 638, 843, 654]
pid: 33632 — [842, 1292, 874, 1308]
property-number: 404/921 — [875, 871, 940, 887]
measurement: 25+1=25 — [940, 871, 998, 887]
row-number: 4 — [595, 684, 609, 700]
row-number: 8 — [595, 747, 609, 763]
row-number: 18 — [595, 903, 609, 919]
row-number: 28 — [595, 1059, 609, 1075]
notice-body — [724, 235, 942, 347]
pid: 91828 — [842, 653, 874, 669]
notice-magadi-civil: IN THE COURT OF THE HON'BLE Addl. CIVIL JUDGE AND J.M.F.C AT MAGADI C. Misc. No. 8/2024 NOTICE Advocate for Petitioner: M.C. Raghu — [235, 646, 351, 857]
owner-name: ನರಸಿಂಹಮೂರ್ತಿ ಬಿನ್ ವೆಂಕಟಸ್ವಾಮಿ — [609, 1168, 843, 1184]
row-number: 15 — [595, 856, 609, 872]
column-3 — [235, 24, 351, 1483]
row-number: 44 — [595, 1308, 609, 1324]
pid: 39555 — [842, 1059, 874, 1075]
property-number: 267/1067/a — [875, 840, 940, 856]
notice-body — [358, 1181, 464, 1481]
notice-body — [594, 500, 942, 618]
notice-magadi-criminal: IN THE COURT OF THE PRINCIPAL CIVIL JUDGE AND JMFC AT MAGADI Criminal Misc. No. 29/2025 NOTICE SRI. CHETHAN B.R. Advocate — [354, 24, 468, 230]
property-number: 189/963/a/4719 — [875, 638, 940, 654]
owner-name: ಟಿ ವಿನ ಬಿ ಜಿಲಾವಂದ್ರ ಬಿನ್ ಮುದ್ದಣ್ಣ — [609, 653, 843, 669]
row-number: 34 — [595, 1152, 609, 1168]
owner-name: ಉಮೇಶ್ ಕೆ ಬಿನ್ ಆರ್ ಚಂದ್ರಶೇಖರ್ — [609, 934, 843, 950]
measurement: 2+25=50 — [940, 1230, 998, 1246]
measurement: 13.25+2=26.5 — [940, 762, 998, 778]
notice-body — [239, 692, 347, 837]
row-number: 42 — [595, 1277, 609, 1293]
notice-body — [475, 37, 581, 227]
property-number: 56/786 — [875, 965, 940, 981]
notice-body — [358, 714, 464, 869]
table-row — [595, 965, 998, 981]
notice-body — [7, 369, 111, 604]
notice-body — [239, 1166, 347, 1476]
property-number: 11/724/a/3683 — [875, 1355, 940, 1371]
owner-name: ಫೈರೋಜುದಾರ್ ಪ್ರಾಚ್ ಖಾನ್ ಬಿನ್ ಅಬ್ದುಲ್ ರಷೀದ್ ಖಾನ್ — [609, 715, 843, 731]
notice-body — [122, 94, 228, 284]
notice-sidlaghatta: IN THE COURT OF THE HON'BLE PRINCIPAL CIVIL JUDGE AND JMFC AT SIDLAGHATTA O.S. NO. 342/2022 Between : Sri. H.P. Ashwathappa and Another ...Plaintiffs SUMMONS FOR APPEARANCE OF DEFENDANT NO.3 BY WAY OF PAPER PUBLICATION By Order of the Court, Civil Judge and JMFC Sidlaghatta. Advocate for Plaintiffs : K. Manjunatha. — [3, 24, 115, 345]
pid: 33613 — [842, 981, 874, 997]
property-number: 14/a/729/a/3333 — [875, 1137, 940, 1153]
owner-name: ಎಲ್ ಬಿ ಯತೀಂದ್ರಪ್ಪ ಬಿನ್ ಲೇಟ್ ಮಹಾಲಿಂಗಯ್ಯ — [609, 762, 843, 778]
owner-name: ಎಂ ಎಸ್ ಕೆ ಶ್ರೀನಿವಾಸ ಬಿನ್ ಕೃಷ್ಣಪ್ಪ — [609, 1183, 843, 1199]
page-number: 09 — [923, 2, 941, 16]
measurement: 8+13.5=108 — [940, 1027, 998, 1043]
owner-name: ಎಂ ಶ್ರೀಧರ್ ಬಿನ್ ಮೈಲಾರಪ್ಪ — [609, 700, 843, 716]
notice-commercial-court: IN THE COURT OF X ADDL. DISTRICT AND SESSIONS JUDGE (DEDICATED COMMERCIAL COURT), BENGALURU RURAL DISTRICT COMM. EX. No. 5/2024 In COMM. O.S. No. 328/2023 NOTICE TO SHOW CAUSE WHY EXECUTION SHOULD NOT ISSUED T. SIDDANAGAPPA, Advocate — [118, 648, 232, 1042]
measurement: 23+3=69 — [940, 856, 998, 872]
property-number: 426/1170 — [875, 918, 940, 934]
row-number: 26 — [595, 1027, 609, 1043]
row-number: 36 — [595, 1183, 609, 1199]
measurement: 7+25=175 — [940, 1183, 998, 1199]
pid: 71481 — [842, 903, 874, 919]
notice-body — [358, 936, 464, 1096]
pid: 39449 — [842, 1105, 874, 1121]
registration-marks — [860, 1467, 896, 1478]
row-number: 27 — [595, 1043, 609, 1059]
measurement: 34+1=34 — [940, 887, 998, 903]
property-number: 160/a/925/a — [875, 825, 940, 841]
pid: 34515 — [842, 715, 874, 731]
table-row — [595, 825, 998, 841]
pid: 38208 — [842, 700, 874, 716]
measurement: 8+17=136 — [940, 1324, 998, 1340]
property-number: 11/724 — [875, 1230, 940, 1246]
owner-name: ಬಿ ಎಸ್ ದೇವಿಂದ್ರಪ್ಪ ಬಿನ್ ಲೇಟ್ ನಿಂಗಪ್ಪ — [609, 1137, 843, 1153]
pid: 108512 — [842, 949, 874, 965]
table-row — [595, 1090, 998, 1106]
notice-body — [7, 685, 111, 870]
row-number: 16 — [595, 871, 609, 887]
owner-name: ಎಂ ಆರ್ ರವಿ ಬಿನ್ ಎಂ ಕೆ ರಾಮಯ್ಯ — [609, 1308, 843, 1324]
table-row — [595, 1324, 998, 1340]
row-number: 19 — [595, 918, 609, 934]
table-row — [595, 669, 998, 685]
property-number: 452/1186 — [875, 1324, 940, 1340]
row-number: 10 — [595, 778, 609, 794]
table-row — [595, 700, 998, 716]
property-number: 55/782 — [875, 996, 940, 1012]
measurement: 20+2=40 — [940, 715, 998, 731]
pid: 121750 — [842, 1199, 874, 1215]
owner-name: ಆರ್ ಲಿಂಗರಾಜು ಬಿನ್ ಲೇಟ್ ರಾಮಯ್ಯ — [609, 731, 843, 747]
table-row — [595, 1292, 998, 1308]
row-number: 17 — [595, 887, 609, 903]
pid: 39468 — [842, 1090, 874, 1106]
row-number: 9 — [595, 762, 609, 778]
owner-name: ಎಂ ಎ ರಾಮಚಂದ್ರಯ್ಯ ಬಿನ್ ಲೇಟ್ ಅಣ್ಣಪ್ಪಯ್ಯ — [609, 1246, 843, 1262]
masthead-paper: ಕನ್ನಡಪ್ರಭ — [887, 3, 919, 14]
property-number: 160/a/925 — [875, 809, 940, 825]
notice-body — [122, 733, 228, 1043]
row-number: 38 — [595, 1214, 609, 1230]
row-number: 46 — [595, 1339, 609, 1355]
notice-body — [475, 814, 581, 1054]
row-number: 25 — [595, 1012, 609, 1028]
measurement: 7+50=350 — [940, 1105, 998, 1121]
row-number: 12 — [595, 809, 609, 825]
row-number: 23 — [595, 981, 609, 997]
row-number: 47 — [595, 1355, 609, 1371]
property-number: 47/774/a — [875, 1027, 940, 1043]
property-number: 46/773 — [875, 1277, 940, 1293]
pid: 33603 — [842, 996, 874, 1012]
owner-name: ಎಂ ಎಸ್ ಮಂಜುನಾಥ ಬಿನ್ ಎಂ ಎಸ್ ಸಿದ್ದಲಿಂಗಪ್ಪ — [609, 887, 843, 903]
emblem-icon — [594, 444, 624, 474]
owner-name: ಎಂ ಹೆಚ್ ಮಂಜುಳ ಕೋಂ ಎಂ ಎಸ್ ಬಸವಣ್ಣ — [609, 793, 843, 809]
notice-consumer-commission: BEFORE THE PRINCIPAL BENGALURU DISTRICT CONSUMER DISPUTE REDRESSAL COMMISSION AT BANGALORE CONSUMER COMPLAINT No. 394 OF 2024 SUMMONS FOR SERVICE UNDER ORDER V RULE 20(1A) OF CIVIL PROCEDURE CODE MANJUNATHA S.V.S. LAW CHAMBERS — [118, 1045, 232, 1471]
notice-doddaballapura-senior: IN THE COURT OF THE 1ST ADDITIONAL SENIOR CIVIL JUDGE AND J.M.F.C AT DODDABALLAPURA OS.NO.: 542/2023 SUMMONS/NOTICE TO DEFENDANT NO.5 AND 6 T.J. Shivakumar, Advocate — [471, 489, 585, 765]
owner-name: ಗಂಗಮ್ಮ ಕೋಂ ತಿಮ್ಮರಾಯಪ್ಪ — [609, 981, 843, 997]
owner-name: ಎಲ್ ಬಿ ಯತೀಂದ್ರಪ್ಪ ಬಿನ್ ಲೇಟ್ ಮಹಾಲಿಂಗಯ್ಯ — [609, 1355, 843, 1371]
row-number: 13 — [595, 825, 609, 841]
measurement: 7+25=175 — [940, 1199, 998, 1215]
row-number: 35 — [595, 1168, 609, 1184]
row-number: 22 — [595, 965, 609, 981]
